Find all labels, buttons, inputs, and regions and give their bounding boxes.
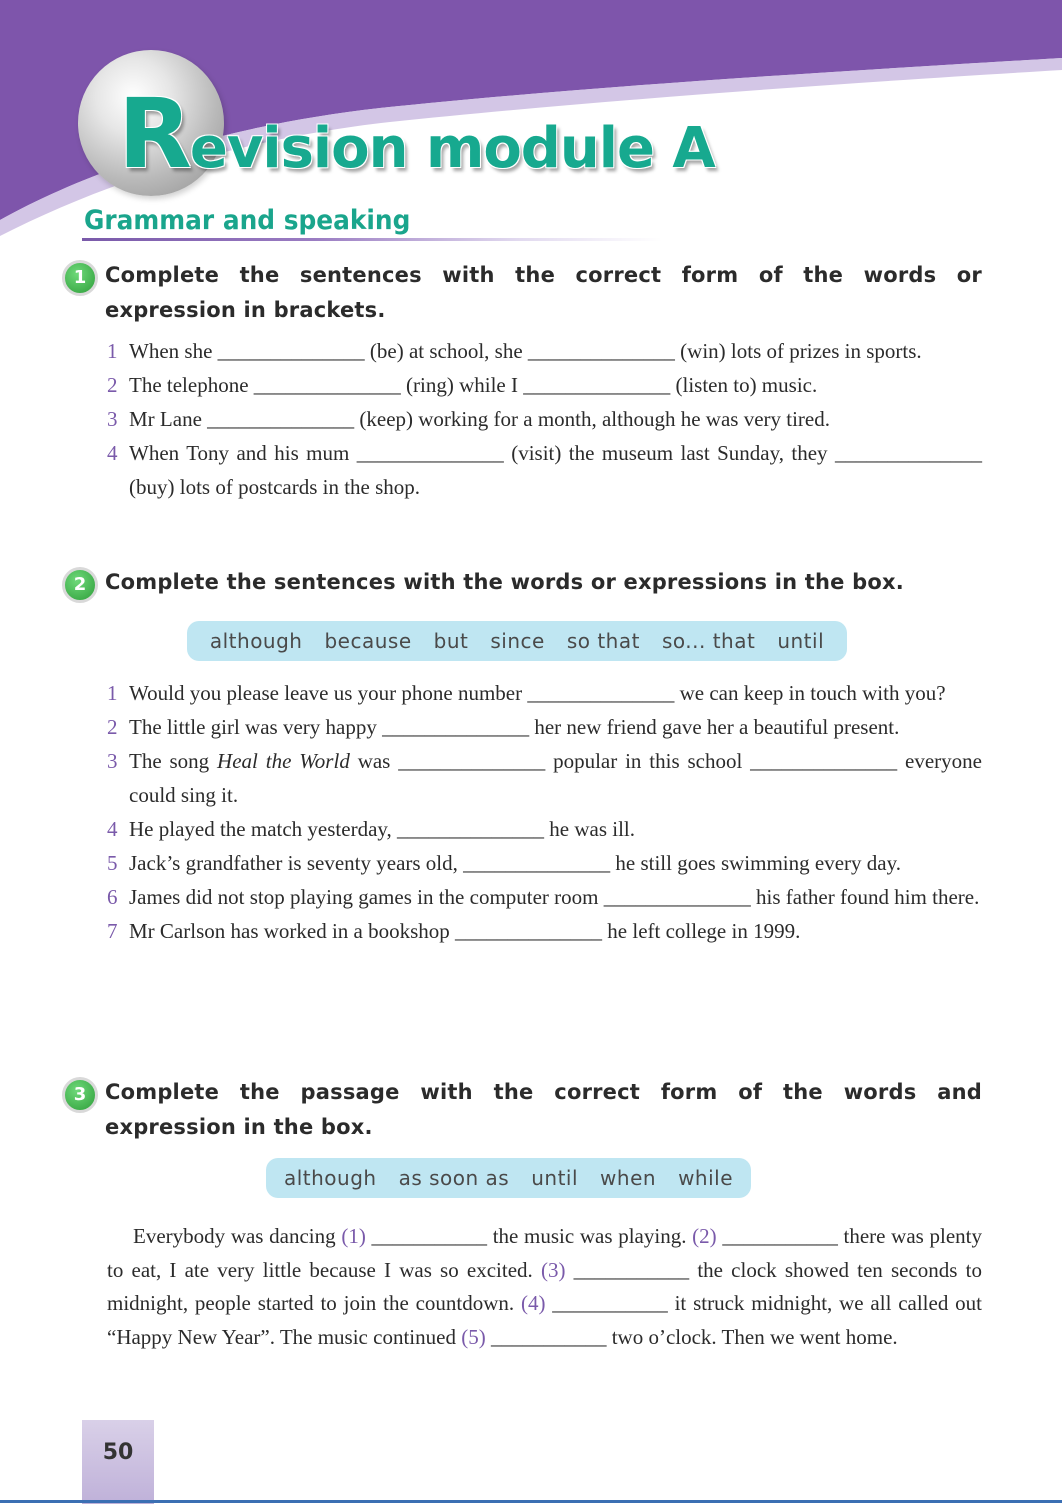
section-heading: Grammar and speaking xyxy=(84,205,411,236)
box-word: since xyxy=(490,629,545,653)
title-initial: R xyxy=(118,78,190,190)
exercise-2-items xyxy=(62,676,982,948)
passage xyxy=(107,1220,982,1355)
blank-number: (5) xyxy=(461,1325,486,1350)
page-title xyxy=(118,78,715,190)
exercise-instruction: Complete the passage with the correct form of the words and expression in the box. xyxy=(105,1080,982,1139)
box-word: so that xyxy=(566,629,640,653)
box-word: although xyxy=(209,629,303,653)
section-underline xyxy=(82,238,662,241)
passage-text: Everybody was dancing xyxy=(133,1224,342,1248)
box-word: but xyxy=(433,629,469,653)
exercise-item xyxy=(107,710,982,744)
exercise-instruction: Complete the sentences with the correct form of the words or expression in brackets. xyxy=(105,263,982,322)
item-number: 3 xyxy=(107,407,118,431)
item-number: 2 xyxy=(107,715,118,739)
box-word: because xyxy=(324,629,412,653)
passage-text: ___________ it struck midnight, we all called out “Happy New Year”. The music continued xyxy=(107,1291,982,1350)
blank-number: (3) xyxy=(540,1257,566,1282)
item-text-before: The song xyxy=(129,749,218,773)
exercise-item xyxy=(107,914,982,948)
box-word: although xyxy=(283,1166,377,1190)
page-number: 50 xyxy=(102,1440,134,1465)
exercise-items xyxy=(62,676,982,948)
box-word: when xyxy=(600,1166,657,1190)
box-word: until xyxy=(531,1166,579,1190)
exercise-item xyxy=(107,402,982,436)
item-number: 4 xyxy=(107,441,118,465)
item-text: He played the match yesterday, ______________ he was ill. xyxy=(129,817,636,841)
item-text: Mr Lane ______________ (keep) working for a month, although he was very tired. xyxy=(129,407,830,431)
item-number: 4 xyxy=(107,817,118,841)
blank-number: (1) xyxy=(341,1224,366,1248)
passage-text: ___________ the music was playing. xyxy=(365,1224,693,1248)
item-text: When she ______________ (be) at school, she ______________ (win) lots of prizes in sports. xyxy=(129,339,922,363)
item-text: The little girl was very happy ______________ her new friend gave her a beautiful present. xyxy=(129,715,900,739)
song-title: Heal the World xyxy=(217,749,350,773)
exercise-item xyxy=(107,368,982,402)
item-text: Mr Carlson has worked in a bookshop ______________ he left college in 1999. xyxy=(129,919,801,943)
exercise-items xyxy=(62,334,982,504)
word-box xyxy=(266,1158,751,1198)
passage-text: ___________ the clock showed ten seconds to midnight, people started to join the countdown. xyxy=(107,1257,982,1316)
item-number: 6 xyxy=(107,885,118,909)
exercise-item xyxy=(107,436,982,504)
item-text-after: was ______________ popular in this school ______________ everyone could sing it. xyxy=(129,749,982,807)
exercise-number-badge: 2 xyxy=(62,567,98,603)
blank-number: (2) xyxy=(692,1224,717,1248)
title-rest: evision module A xyxy=(189,116,715,181)
item-text: James did not stop playing games in the computer room ______________ his father found him there. xyxy=(129,885,980,909)
exercise-item xyxy=(107,676,982,710)
item-number: 1 xyxy=(107,339,118,363)
item-text: When Tony and his mum ______________ (visit) the museum last Sunday, they ______________ (buy) lots of postcards in the shop. xyxy=(129,441,982,499)
exercise-item xyxy=(107,880,982,914)
item-text: The telephone ______________ (ring) while I ______________ (listen to) music. xyxy=(129,373,818,397)
box-word: as soon as xyxy=(398,1166,510,1190)
bottom-rule xyxy=(0,1500,1062,1503)
exercise-instruction: Complete the sentences with the words or expressions in the box. xyxy=(105,570,904,594)
blank-number: (4) xyxy=(520,1291,546,1316)
exercise-item xyxy=(107,846,982,880)
exercise-2 xyxy=(62,565,982,600)
exercise-number-badge: 1 xyxy=(62,260,98,296)
exercise-number-badge: 3 xyxy=(62,1077,98,1113)
exercise-header xyxy=(62,565,982,600)
box-word: so... that xyxy=(661,629,756,653)
item-number: 2 xyxy=(107,373,118,397)
exercise-header xyxy=(62,258,982,328)
box-word: while xyxy=(678,1166,734,1190)
exercise-1 xyxy=(62,258,982,504)
item-number: 3 xyxy=(107,749,118,773)
item-number: 7 xyxy=(107,919,118,943)
passage-text: ___________ there was plenty to eat, I ate very little because I was so excited. xyxy=(107,1224,982,1282)
item-number: 5 xyxy=(107,851,118,875)
exercise-item xyxy=(107,334,982,368)
item-number: 1 xyxy=(107,681,118,705)
passage-text: ___________ two o’clock. Then we went home. xyxy=(485,1325,898,1350)
exercise-item xyxy=(107,812,982,846)
item-text: Jack’s grandfather is seventy years old, ______________ he still goes swimming every day. xyxy=(129,851,901,875)
box-word: until xyxy=(777,629,825,653)
exercise-3 xyxy=(62,1075,982,1145)
exercise-item xyxy=(107,744,982,812)
item-text: Would you please leave us your phone number ______________ we can keep in touch with you? xyxy=(129,681,946,705)
word-box xyxy=(187,621,847,661)
exercise-header xyxy=(62,1075,982,1145)
